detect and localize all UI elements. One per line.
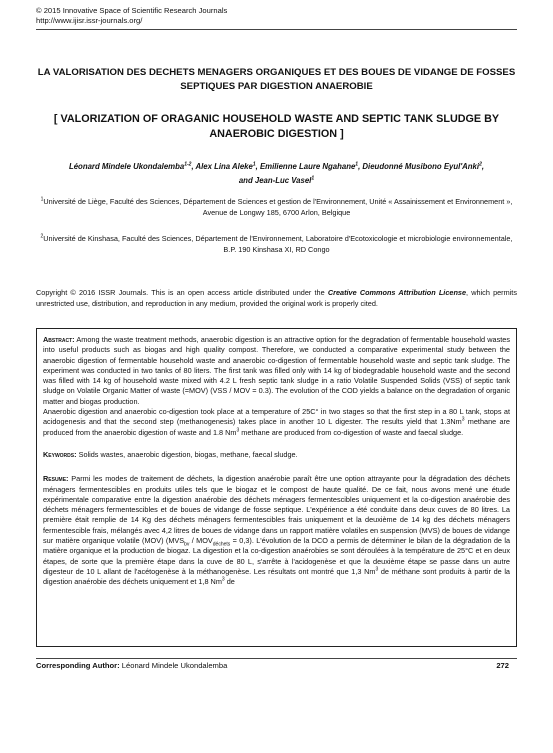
resume-label: Resume: [43,474,69,484]
affiliation-2: $^2$Université de Kinshasa, Faculté des Sciences, Département de l'Environnement, Laboratoire d'Ecotoxicologie et microbiologie environnementale, B.P. 190 Kinshasa XI, RD Congo [40,233,513,254]
author-3: Emilienne Laure Ngahane$^1$, [259,161,363,171]
copyright-notice: Copyright © 2016 ISSR Journals. This is an open access article distributed under the Creative Commons Attribution License, which permits unrestricted use, distribution, and reproduction in any medium, provided the original work is properly cited. [36,288,517,308]
corresponding-author-name: Léonard Mindele Ukondalemba [119,661,228,670]
journal-copyright: © 2015 Innovative Space of Scientific Research Journals [36,6,228,15]
paper-title-french: LA VALORISATION DES DECHETS MENAGERS ORGANIQUES ET DES BOUES DE VIDANGE DE FOSSES SEPTIQUES PAR DIGESTION ANAEROBIE [37,67,516,92]
journal-header [36,6,227,26]
abstract-box [36,328,517,647]
footer-divider [36,658,517,659]
author-1: Léonard Mindele Ukondalemba$^{1-2}$, [68,161,196,171]
abstract-paragraph-2: Anaerobic digestion and anaerobic co-digestion took place at a temperature of 25C° in two stages so that the first step in a 80 L tank, stops at acidogenesis and that the second step (methanogenesis) takes place in another 10 L digester. The results yield that 1.3Nm$^3$ methane are produced from the anaerobic digestion of waste and 1.8 Nm$^3$ methane are produced from co-digestion of waste and faecal sludge. [43,407,510,437]
paper-title-english: [ VALORIZATION OF ORAGANIC HOUSEHOLD WASTE AND SEPTIC TANK SLUDGE BY ANAEROBIC DIGESTION ] [53,113,500,140]
abstract-label: Abstract: [43,335,75,344]
journal-url[interactable]: http://www.ijisr.issr-journals.org/ [36,16,143,25]
abstract-paragraph-1: Abstract: Among the waste treatment methods, anaerobic digestion is an attractive option for the degradation of fermentable household wastes into useful products such as biogas and high quality compost. Therefore, we conducted a comparative experimental study between the anaerobic digestion of fermentable household waste and anaerobic co-digestion of fermentable household waste and septic tank sludge. The experiment was conducted in two tanks of 80 liters. The first tank was filled only with 14 kg of biodegradable household waste and the second was filled with 14 kg of household waste mixed with 4.2 L fresh septic tank sludge in a ratio Volatile Suspended Solids (VSS) of septic tank sludge on Volatile Organic Matter of waste (=MOV) (VSS / MOV = 0.3). The evolution of the COD yields a balance on the degradation of organic matter and biogas production. [43,335,510,406]
affiliation-1: $^1$Université de Liège, Faculté des Sciences, Département de Sciences et gestion de l'Environnement, Unité « Assainissement et Environnement », Avenue de Longwy 185, 6700 Arlon, Belgique [40,196,513,217]
corresponding-author-label: Corresponding Author: [36,661,120,670]
page-number: 272 [496,661,509,670]
keywords-paragraph: Keywords: Solids wastes, anaerobic digestion, biogas, methane, faecal sludge. [43,449,298,459]
header-divider [36,29,517,30]
author-5: and Jean-Luc Vasel$^1$ [238,175,315,185]
author-list [36,160,517,188]
resume-paragraph: Resume: Parmi les modes de traitement de déchets, la digestion anaérobie paraît être une option attrayante pour la dégradation des déchets ménagers fermentescibles en produits utiles tels que le biogaz et le compost de haute qualité. De ce fait, nous avons mené une étude expérimentale comparative entre la digestion anaérobie des déchets ménagers fermentescibles uniquement et la co-digestion anaérobie des déchets ménagers fermentescibles et de boues de vidange de fosse septique. L'expérience a été conduite dans deux cuves de 80 litres. La première était remplie de 14 Kg des déchets ménagers fermentescibles frais uniquement et la deuxième de 14 kg des déchets ménagers fermentescible frais, mélangés avec 4,2 litres de boues de vidange dans un rapport matière volatiles en suspension (MVS) de boues de vidange sur matière organique volatile (MOV) $(MVS_{bv} / MOV_{déchets} = 0,3)$. L'évolution de la DCO a permis de déterminer le bilan de la dégradation de la matière organique et la production de biogaz. La digestion et la co-digestion anaérobies se sont déroulées à la température de 25°C et en deux étapes, de sorte que la première étape dans la cuve de 80 L, s'arrête à l'acidogenèse et que la deuxième étape se passe dans un autre digesteur de 10 L allant de l'acétogenèse à la méthanogenèse. Les résultats ont montré que 1,3 Nm$^3$ de méthane sont produits à partir de la digestion anaérobie des déchets uniquement et 1,8 Nm$^3$ de [43,474,511,587]
author-4: Dieudonné Musibono Eyul'Anki$^2$, [362,161,485,171]
keywords-label: Keywords: [43,449,77,459]
page-footer [36,661,517,671]
author-2: Alex Lina Aleke$^1$, [195,161,260,171]
license-link[interactable]: Creative Commons Attribution License [327,288,467,297]
